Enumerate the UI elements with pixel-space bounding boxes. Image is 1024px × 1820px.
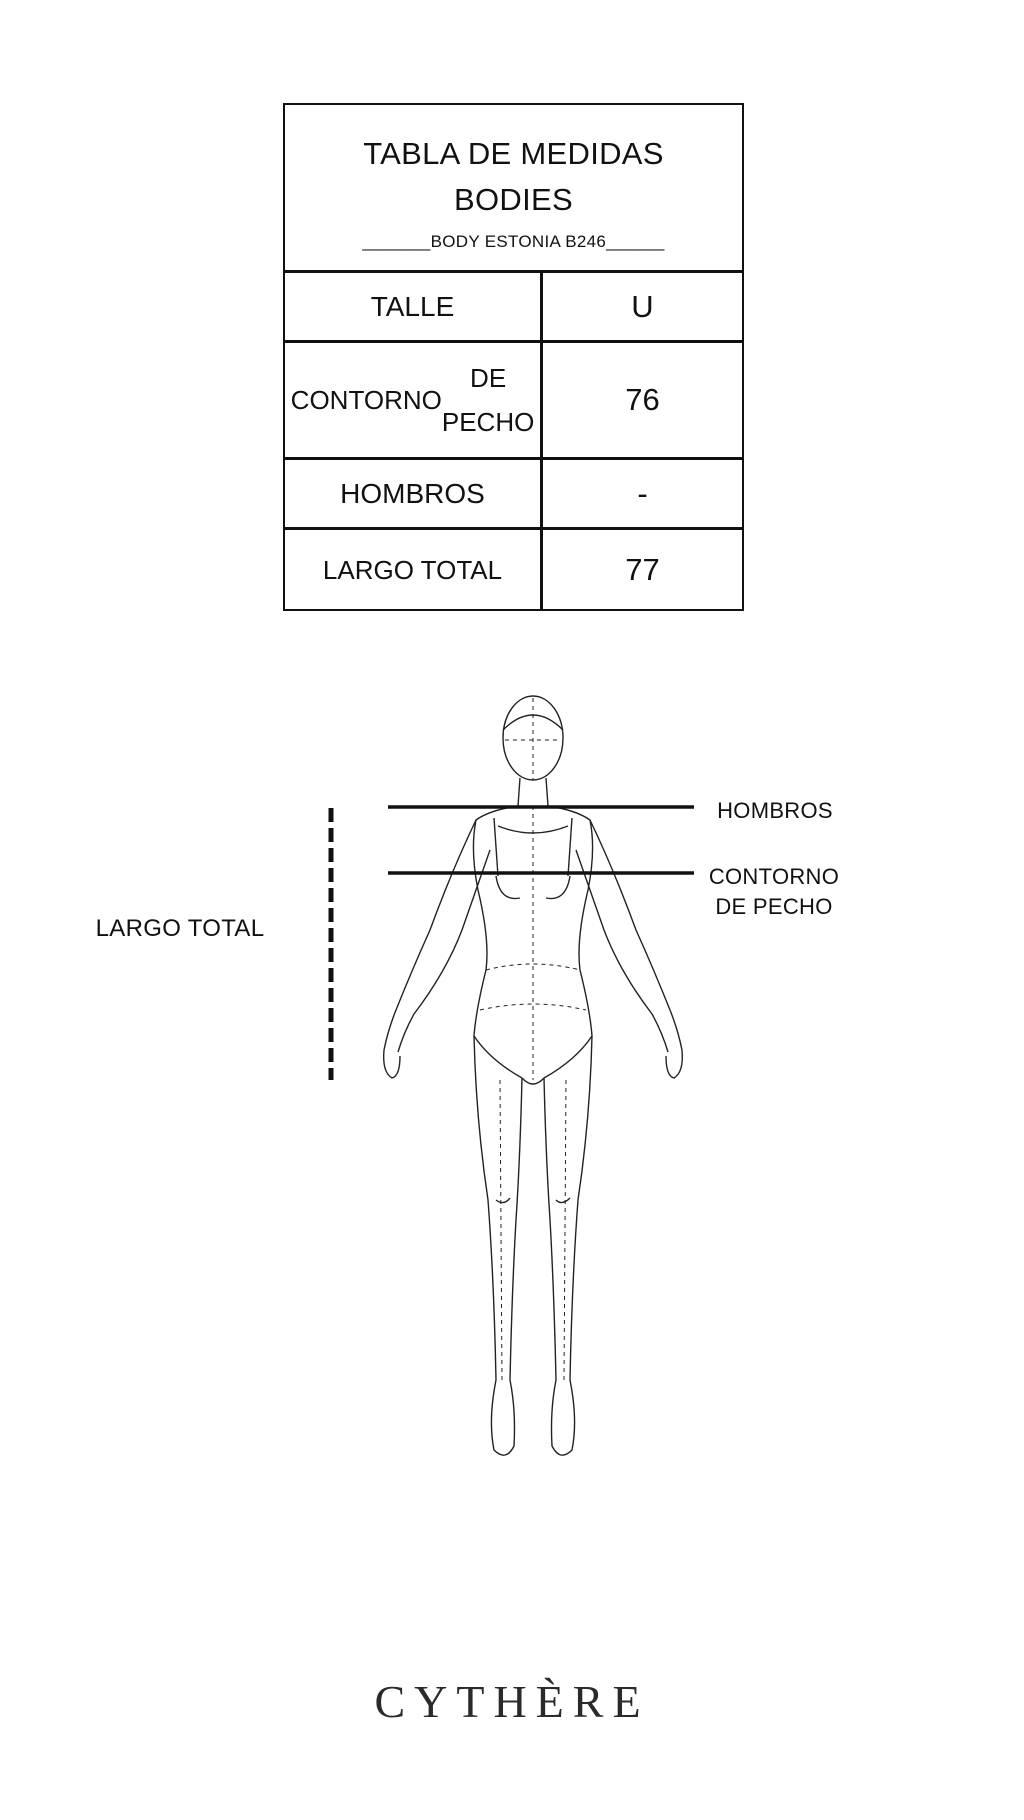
size-table xyxy=(283,103,744,611)
row-value: U xyxy=(631,288,654,324)
row-label-line1: CONTORNO xyxy=(290,385,442,415)
label-contorno-pecho xyxy=(692,862,856,922)
row-label xyxy=(285,343,543,457)
label-pecho-line2: DE PECHO xyxy=(715,894,833,919)
label-largo-total: LARGO TOTAL xyxy=(95,915,265,942)
table-header xyxy=(285,105,742,273)
table-row-talle xyxy=(285,273,742,343)
label-hombros: HOMBROS xyxy=(717,798,833,823)
table-title-line2: BODIES xyxy=(454,182,573,217)
row-value: 77 xyxy=(625,551,660,587)
fashion-figure-illustration xyxy=(0,680,1024,1480)
row-label: TALLE xyxy=(285,273,543,340)
measurement-diagram xyxy=(0,680,1024,1480)
brand-logo: CYTHÈRE xyxy=(374,1676,650,1727)
row-value: - xyxy=(637,475,648,511)
table-row-hombros xyxy=(285,460,742,530)
table-title-line1: TABLA DE MEDIDAS xyxy=(363,136,664,171)
table-subtitle: _______BODY ESTONIA B246______ xyxy=(362,232,665,251)
row-value: 76 xyxy=(625,382,660,417)
row-label: HOMBROS xyxy=(285,460,543,527)
row-label-line2: DE PECHO xyxy=(441,363,535,437)
label-pecho-line1: CONTORNO xyxy=(708,864,840,889)
table-row-largo-total xyxy=(285,530,742,609)
row-label: LARGO TOTAL xyxy=(285,530,543,609)
table-row-contorno-pecho xyxy=(285,343,742,460)
